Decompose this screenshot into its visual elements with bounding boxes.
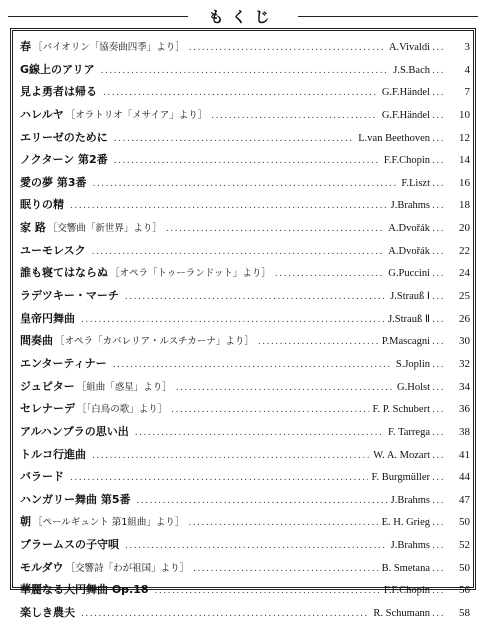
- dot-leader: [92, 451, 369, 461]
- entry-title: トルコ行進曲: [20, 447, 86, 461]
- entry-subtitle: ［オペラ「トゥーランドット」より］: [110, 268, 271, 280]
- entry-page-number: 7: [464, 86, 470, 99]
- dot-leader: [432, 292, 446, 302]
- entry-page-number: 12: [459, 131, 470, 144]
- toc-entry[interactable]: [20, 38, 470, 61]
- toc-entry[interactable]: [20, 513, 470, 536]
- entry-page-number: 18: [459, 199, 470, 212]
- entry-page-number: 25: [459, 290, 470, 303]
- entry-subtitle: ［組曲「惑星」より］: [76, 381, 172, 393]
- entry-page-number: 50: [459, 516, 470, 529]
- entry-title: 朝: [20, 515, 31, 529]
- toc-entry[interactable]: [20, 310, 470, 333]
- entry-page-number: 50: [459, 561, 470, 574]
- toc-entry[interactable]: [20, 242, 470, 265]
- toc-entry[interactable]: [20, 287, 470, 310]
- dot-leader: [92, 179, 397, 189]
- entry-subtitle: ［交響曲「新世界」より］: [47, 223, 162, 235]
- entry-page-number: 4: [464, 63, 470, 76]
- entry-title: ハンガリー舞曲 第5番: [20, 492, 131, 506]
- entry-page-number: 38: [459, 425, 470, 438]
- dot-leader: [171, 405, 368, 415]
- entry-composer: J.Brahms: [390, 540, 430, 552]
- dot-leader: [103, 88, 378, 98]
- entry-composer: G.F.Händel: [381, 87, 430, 99]
- entry-composer: A.Vivaldi: [388, 42, 430, 53]
- entry-title: ラデツキー・マーチ: [20, 289, 119, 303]
- entry-composer: F.F.Chopin: [383, 585, 430, 597]
- dot-leader: [432, 586, 446, 596]
- entry-title: セレナーデ: [20, 402, 75, 416]
- entry-composer: L.van Beethoven: [358, 132, 430, 144]
- dot-leader: [193, 564, 378, 574]
- entry-title: 見よ勇者は帰る: [20, 85, 97, 99]
- dot-leader: [188, 518, 377, 528]
- entry-page-number: 16: [459, 176, 470, 189]
- dot-leader: [81, 315, 384, 325]
- toc-entry[interactable]: [20, 196, 470, 219]
- toc-entry[interactable]: [20, 355, 470, 378]
- entry-composer: B. Smetana: [381, 562, 430, 574]
- toc-entry[interactable]: [20, 604, 470, 627]
- entry-title: 愛の夢 第3番: [20, 175, 87, 189]
- dot-leader: [432, 179, 446, 189]
- entry-title: 家 路: [20, 221, 46, 235]
- toc-entry[interactable]: [20, 468, 470, 491]
- dot-leader: [432, 43, 446, 53]
- entry-title: ジュピター: [20, 379, 75, 393]
- entry-composer: J.S.Bach: [393, 64, 430, 76]
- dot-leader: [166, 224, 384, 234]
- dot-leader: [432, 247, 446, 257]
- entry-page-number: 34: [459, 380, 470, 393]
- dot-leader: [176, 383, 393, 393]
- entry-page-number: 52: [459, 539, 470, 552]
- entry-title: モルダウ: [20, 560, 64, 574]
- entry-composer: A.Dvořák: [388, 223, 430, 235]
- dot-leader: [432, 269, 446, 279]
- entry-composer: G.F.Händel: [381, 109, 430, 121]
- entry-page-number: 44: [459, 471, 470, 484]
- dot-leader: [432, 315, 446, 325]
- dot-leader: [432, 383, 446, 393]
- entry-title: 華麗なる大円舞曲 Op.18: [20, 583, 149, 597]
- dot-leader: [432, 337, 446, 347]
- entry-title: 誰も寝てはならぬ: [20, 266, 108, 280]
- entry-subtitle: ［オラトリオ「メサイア」より］: [65, 109, 208, 121]
- dot-leader: [275, 269, 384, 279]
- entry-composer: F. Tarrega: [388, 426, 430, 438]
- dot-leader: [432, 88, 446, 98]
- dot-leader: [114, 156, 380, 166]
- toc-entry[interactable]: [20, 423, 470, 446]
- entry-composer: A.Dvořák: [388, 245, 430, 257]
- entry-title: バラード: [20, 470, 64, 484]
- toc-entry[interactable]: [20, 559, 470, 582]
- entry-composer: J.Strauß Ⅰ: [390, 291, 430, 303]
- entry-page-number: 58: [459, 607, 470, 620]
- entry-page-number: 26: [459, 312, 470, 325]
- entry-composer: R. Schumann: [373, 608, 430, 620]
- dot-leader: [432, 111, 446, 121]
- entry-title: エンターティナー: [20, 356, 107, 370]
- dot-leader: [70, 473, 368, 483]
- entry-composer: P.Mascagni: [381, 336, 430, 348]
- dot-leader: [125, 541, 387, 551]
- entry-composer: F. P. Schubert: [372, 404, 430, 416]
- toc-entry[interactable]: [20, 536, 470, 559]
- entry-composer: E. H. Grieg: [381, 517, 430, 529]
- dot-leader: [432, 564, 446, 574]
- toc-entry[interactable]: [20, 264, 470, 287]
- dot-leader: [432, 473, 446, 483]
- dot-leader: [113, 360, 392, 370]
- header-rule-right: [298, 16, 478, 17]
- entry-title: アルハンブラの思い出: [20, 424, 129, 438]
- entry-page-number: 32: [459, 357, 470, 370]
- dot-leader: [189, 43, 385, 53]
- entry-composer: S.Joplin: [395, 358, 430, 370]
- entry-page-number: 47: [459, 493, 470, 506]
- dot-leader: [432, 451, 446, 461]
- dot-leader: [432, 201, 446, 211]
- entry-composer: J.Brahms: [390, 200, 430, 212]
- toc-entry[interactable]: [20, 491, 470, 514]
- dot-leader: [432, 156, 446, 166]
- toc-entry[interactable]: [20, 400, 470, 423]
- entry-composer: J.Brahms: [390, 494, 430, 506]
- entry-title: ハレルヤ: [20, 107, 64, 121]
- entry-composer: J.Strauß Ⅱ: [388, 313, 430, 325]
- entry-composer: F. Burgmüller: [371, 472, 430, 484]
- dot-leader: [432, 66, 446, 76]
- entry-page-number: 24: [459, 267, 470, 280]
- toc-list: [20, 38, 470, 627]
- dot-leader: [432, 224, 446, 234]
- dot-leader: [432, 541, 446, 551]
- entry-title: ノクターン 第2番: [20, 153, 108, 167]
- dot-leader: [432, 496, 446, 506]
- dot-leader: [101, 66, 390, 76]
- dot-leader: [432, 609, 446, 619]
- entry-composer: G.Holst: [397, 381, 430, 393]
- entry-page-number: 22: [459, 244, 470, 257]
- entry-title: ブラームスの子守唄: [20, 538, 119, 552]
- entry-composer: W. A. Mozart: [373, 449, 430, 461]
- entry-page-number: 3: [464, 41, 470, 53]
- toc-entry[interactable]: [20, 219, 470, 242]
- entry-title: エリーゼのために: [20, 130, 108, 144]
- dot-leader: [432, 360, 446, 370]
- entry-page-number: 10: [459, 108, 470, 121]
- entry-page-number: 41: [459, 448, 470, 461]
- entry-page-number: 30: [459, 335, 470, 348]
- toc-entry[interactable]: [20, 446, 470, 469]
- entry-subtitle: ［交響詩「わが祖国」より］: [65, 562, 190, 574]
- toc-entry[interactable]: [20, 129, 470, 152]
- dot-leader: [155, 586, 380, 596]
- dot-leader: [432, 405, 446, 415]
- dot-leader: [432, 428, 446, 438]
- dot-leader: [432, 134, 446, 144]
- dot-leader: [432, 518, 446, 528]
- entry-title: 間奏曲: [20, 334, 53, 348]
- page-title: もくじ: [208, 8, 278, 26]
- entry-page-number: 20: [459, 222, 470, 235]
- entry-composer: F.Liszt: [401, 177, 430, 189]
- entry-page-number: 56: [459, 584, 470, 597]
- dot-leader: [125, 292, 386, 302]
- entry-page-number: 36: [459, 403, 470, 416]
- entry-title: G線上のアリア: [20, 62, 95, 76]
- toc-entry[interactable]: [20, 581, 470, 604]
- entry-page-number: 14: [459, 154, 470, 167]
- toc-entry[interactable]: [20, 378, 470, 401]
- dot-leader: [211, 111, 378, 121]
- entry-title: 楽しき農夫: [20, 606, 75, 620]
- dot-leader: [81, 609, 369, 619]
- dot-leader: [258, 337, 378, 347]
- toc-entry[interactable]: [20, 83, 470, 106]
- entry-composer: G.Puccini: [388, 268, 430, 280]
- toc-entry[interactable]: [20, 174, 470, 197]
- entry-title: 春: [20, 40, 31, 53]
- entry-subtitle: ［オペラ「カバレリア・ルスチカーナ」より］: [55, 336, 254, 348]
- dot-leader: [92, 247, 385, 257]
- entry-subtitle: ［「白鳥の歌」より］: [77, 404, 168, 416]
- dot-leader: [114, 134, 354, 144]
- toc-header: [8, 6, 478, 28]
- entry-title: ユーモレスク: [20, 243, 86, 257]
- toc-entry[interactable]: [20, 332, 470, 355]
- entry-subtitle: ［ペールギュント 第1組曲」より］: [33, 517, 185, 529]
- dot-leader: [136, 496, 386, 506]
- entry-title: 皇帝円舞曲: [20, 311, 75, 325]
- toc-entry[interactable]: [20, 106, 470, 129]
- dot-leader: [70, 201, 387, 211]
- entry-subtitle: ［バイオリン「協奏曲四季」より］: [33, 42, 185, 53]
- entry-composer: F.F.Chopin: [383, 155, 430, 167]
- entry-title: 眠りの精: [20, 198, 64, 212]
- toc-entry[interactable]: [20, 61, 470, 84]
- dot-leader: [135, 428, 384, 438]
- toc-entry[interactable]: [20, 151, 470, 174]
